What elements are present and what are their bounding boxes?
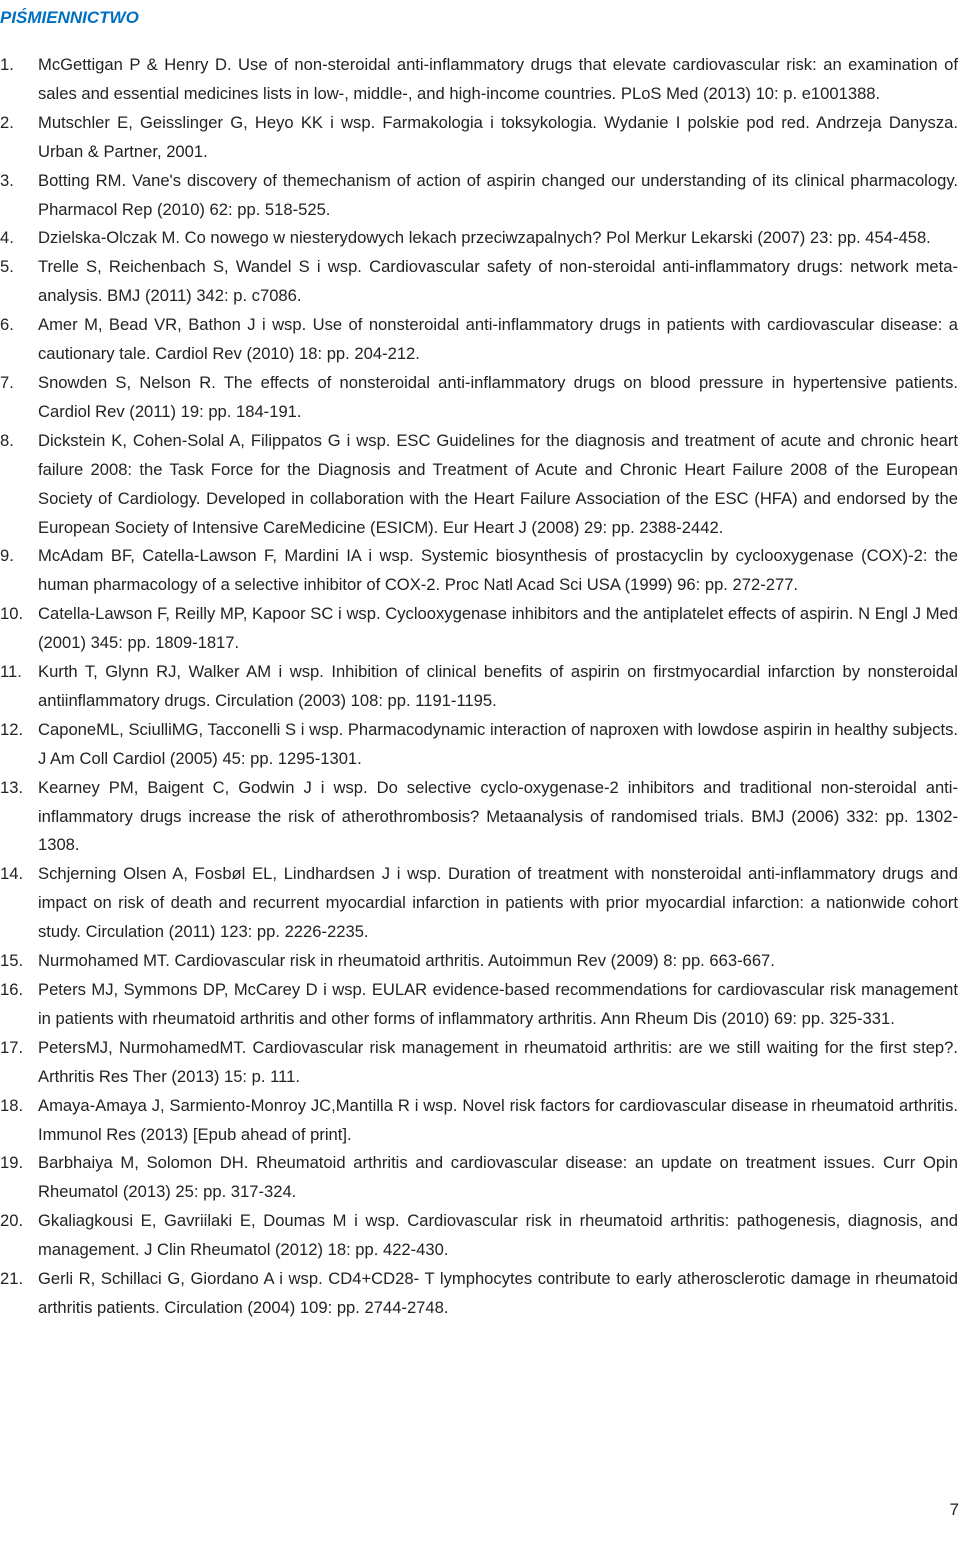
reference-list: [0, 51, 958, 1323]
reference-number: 5.: [0, 257, 14, 277]
reference-number: 10.: [0, 604, 24, 624]
reference-item: [0, 253, 958, 311]
reference-item: [0, 369, 958, 427]
reference-text: Botting RM. Vane's discovery of themechanism of action of aspirin changed our understanding of its clinical pharmacology. Pharmacol Rep (2010) 62: pp. 518-525.: [38, 170, 958, 219]
reference-item: [0, 1149, 958, 1207]
reference-text: Kearney PM, Baigent C, Godwin J i wsp. Do selective cyclo-oxygenase-2 inhibitors and traditional non-steroidal anti-inflammatory drugs increase the risk of atherothrombosis? Metaanalysis of randomised trials. BMJ (2006) 332: pp. 1302-1308.: [38, 777, 958, 855]
reference-number: 16.: [0, 980, 24, 999]
reference-text: Snowden S, Nelson R. The effects of nonsteroidal anti-inflammatory drugs on blood pressure in hypertensive patients. Cardiol Rev (2011) 19: pp. 184-191.: [38, 372, 958, 421]
reference-number: 11.: [0, 662, 22, 682]
reference-text: Catella-Lawson F, Reilly MP, Kapoor SC i wsp. Cyclooxygenase inhibitors and the antiplatelet effects of aspirin. N Engl J Med (2001) 345: pp. 1809-1817.: [38, 604, 958, 653]
reference-text: Gkaliagkousi E, Gavriilaki E, Doumas M i wsp. Cardiovascular risk in rheumatoid arthritis: pathogenesis, diagnosis, and management. J Clin Rheumatol (2012) 18: pp. 422-430.: [38, 1211, 958, 1260]
reference-item: [0, 976, 958, 1034]
reference-item: [0, 311, 958, 369]
reference-item: [0, 1034, 958, 1092]
reference-item: [0, 427, 958, 543]
reference-number: 18.: [0, 1095, 24, 1115]
reference-item: [0, 109, 958, 167]
reference-item: [0, 167, 958, 225]
reference-item: [0, 658, 958, 716]
reference-item: [0, 51, 958, 109]
reference-item: [0, 716, 958, 774]
reference-item: [0, 860, 958, 947]
reference-text: Schjerning Olsen A, Fosbøl EL, Lindhardsen J i wsp. Duration of treatment with nonsteroidal anti-inflammatory drugs and impact on risk of death and recurrent myocardial infarction in patients with prior myocardial infarction: a nationwide cohort study. Circulation (2011) 123: pp. 2226-2235.: [38, 864, 958, 942]
reference-text: McGettigan P & Henry D. Use of non-steroidal anti-inflammatory drugs that elevate cardiovascular risk: an examination of sales and essential medicines lists in low-, middle-, and high-income countries. PLoS Med (2013) 10: p. e1001388.: [38, 55, 958, 103]
reference-number: 14.: [0, 864, 24, 884]
reference-text: Gerli R, Schillaci G, Giordano A i wsp. CD4+CD28- T lymphocytes contribute to early atherosclerotic damage in rheumatoid arthritis patients. Circulation (2004) 109: pp. 2744-2748.: [38, 1269, 958, 1317]
reference-text: CaponeML, SciulliMG, Tacconelli S i wsp. Pharmacodynamic interaction of naproxen with lowdose aspirin in healthy subjects. J Am Coll Cardiol (2005) 45: pp. 1295-1301.: [38, 719, 958, 768]
reference-text: Trelle S, Reichenbach S, Wandel S i wsp. Cardiovascular safety of non-steroidal anti-inflammatory drugs: network meta-analysis. BMJ (2011) 342: p. c7086.: [38, 257, 958, 306]
reference-text: Amaya-Amaya J, Sarmiento-Monroy JC,Mantilla R i wsp. Novel risk factors for cardiovascular disease in rheumatoid arthritis. Immunol Res (2013) [Epub ahead of print].: [38, 1095, 958, 1144]
page-number: 7: [949, 1500, 959, 1519]
reference-item: [0, 542, 958, 600]
reference-number: 21.: [0, 1269, 24, 1289]
reference-text: Barbhaiya M, Solomon DH. Rheumatoid arthritis and cardiovascular disease: an update on treatment issues. Curr Opin Rheumatol (2013) 25: pp. 317-324.: [38, 1153, 958, 1202]
reference-text: Nurmohamed MT. Cardiovascular risk in rheumatoid arthritis. Autoimmun Rev (2009) 8: pp. 663-667.: [38, 951, 775, 971]
reference-item: [0, 600, 958, 658]
reference-number: 7.: [0, 372, 14, 392]
reference-number: 1.: [0, 55, 14, 74]
reference-text: Dzielska-Olczak M. Co nowego w niesterydowych lekach przeciwzapalnych? Pol Merkur Lekarski (2007) 23: pp. 454-458.: [38, 228, 931, 248]
reference-item: [0, 1207, 958, 1265]
reference-item: [0, 224, 958, 253]
reference-item: [0, 774, 958, 861]
reference-text: McAdam BF, Catella-Lawson F, Mardini IA i wsp. Systemic biosynthesis of prostacyclin by cyclooxygenase (COX)-2: the human pharmacology of a selective inhibitor of COX-2. Proc Natl Acad Sci USA (1999) 96: pp. 272-277.: [38, 546, 958, 595]
reference-number: 12.: [0, 719, 24, 739]
reference-text: Kurth T, Glynn RJ, Walker AM i wsp. Inhibition of clinical benefits of aspirin on firstmyocardial infarction by nonsteroidal antiinflammatory drugs. Circulation (2003) 108: pp. 1191-1195.: [38, 662, 958, 710]
reference-number: 4.: [0, 228, 14, 248]
reference-number: 9.: [0, 546, 14, 566]
reference-text: Dickstein K, Cohen-Solal A, Filippatos G i wsp. ESC Guidelines for the diagnosis and treatment of acute and chronic heart failure 2008: the Task Force for the Diagnosis and Treatment of Acute and Chronic Heart Failure 2008 of the European Society of Cardiology. Developed in collaboration with the Heart Failure Association of the ESC (HFA) and endorsed by the European Society of Intensive CareMedicine (ESICM). Eur Heart J (2008) 29: pp. 2388-2442.: [38, 430, 958, 537]
reference-item: [0, 1265, 958, 1323]
reference-item: [0, 1092, 958, 1150]
reference-number: 13.: [0, 777, 24, 797]
reference-number: 6.: [0, 315, 14, 335]
reference-text: Peters MJ, Symmons DP, McCarey D i wsp. EULAR evidence-based recommendations for cardiovascular risk management in patients with rheumatoid arthritis and other forms of inflammatory arthritis. Ann Rheum Dis (2010) 69: pp. 325-331.: [38, 980, 958, 1028]
page-title: PIŚMIENNICTWO: [0, 8, 139, 27]
reference-text: Mutschler E, Geisslinger G, Heyo KK i wsp. Farmakologia i toksykologia. Wydanie I polskie pod red. Andrzeja Danysza. Urban & Partner, 2001.: [38, 112, 958, 161]
reference-number: 19.: [0, 1153, 24, 1173]
reference-number: 3.: [0, 170, 14, 190]
reference-number: 17.: [0, 1037, 24, 1057]
reference-number: 15.: [0, 951, 24, 971]
reference-text: Amer M, Bead VR, Bathon J i wsp. Use of nonsteroidal anti-inflammatory drugs in patients with cardiovascular disease: a cautionary tale. Cardiol Rev (2010) 18: pp. 204-212.: [38, 315, 958, 364]
reference-number: 2.: [0, 112, 14, 132]
reference-item: [0, 947, 958, 976]
reference-number: 20.: [0, 1211, 24, 1231]
reference-number: 8.: [0, 430, 14, 450]
reference-text: PetersMJ, NurmohamedMT. Cardiovascular risk management in rheumatoid arthritis: are we still waiting for the first step?. Arthritis Res Ther (2013) 15: p. 111.: [38, 1037, 958, 1086]
